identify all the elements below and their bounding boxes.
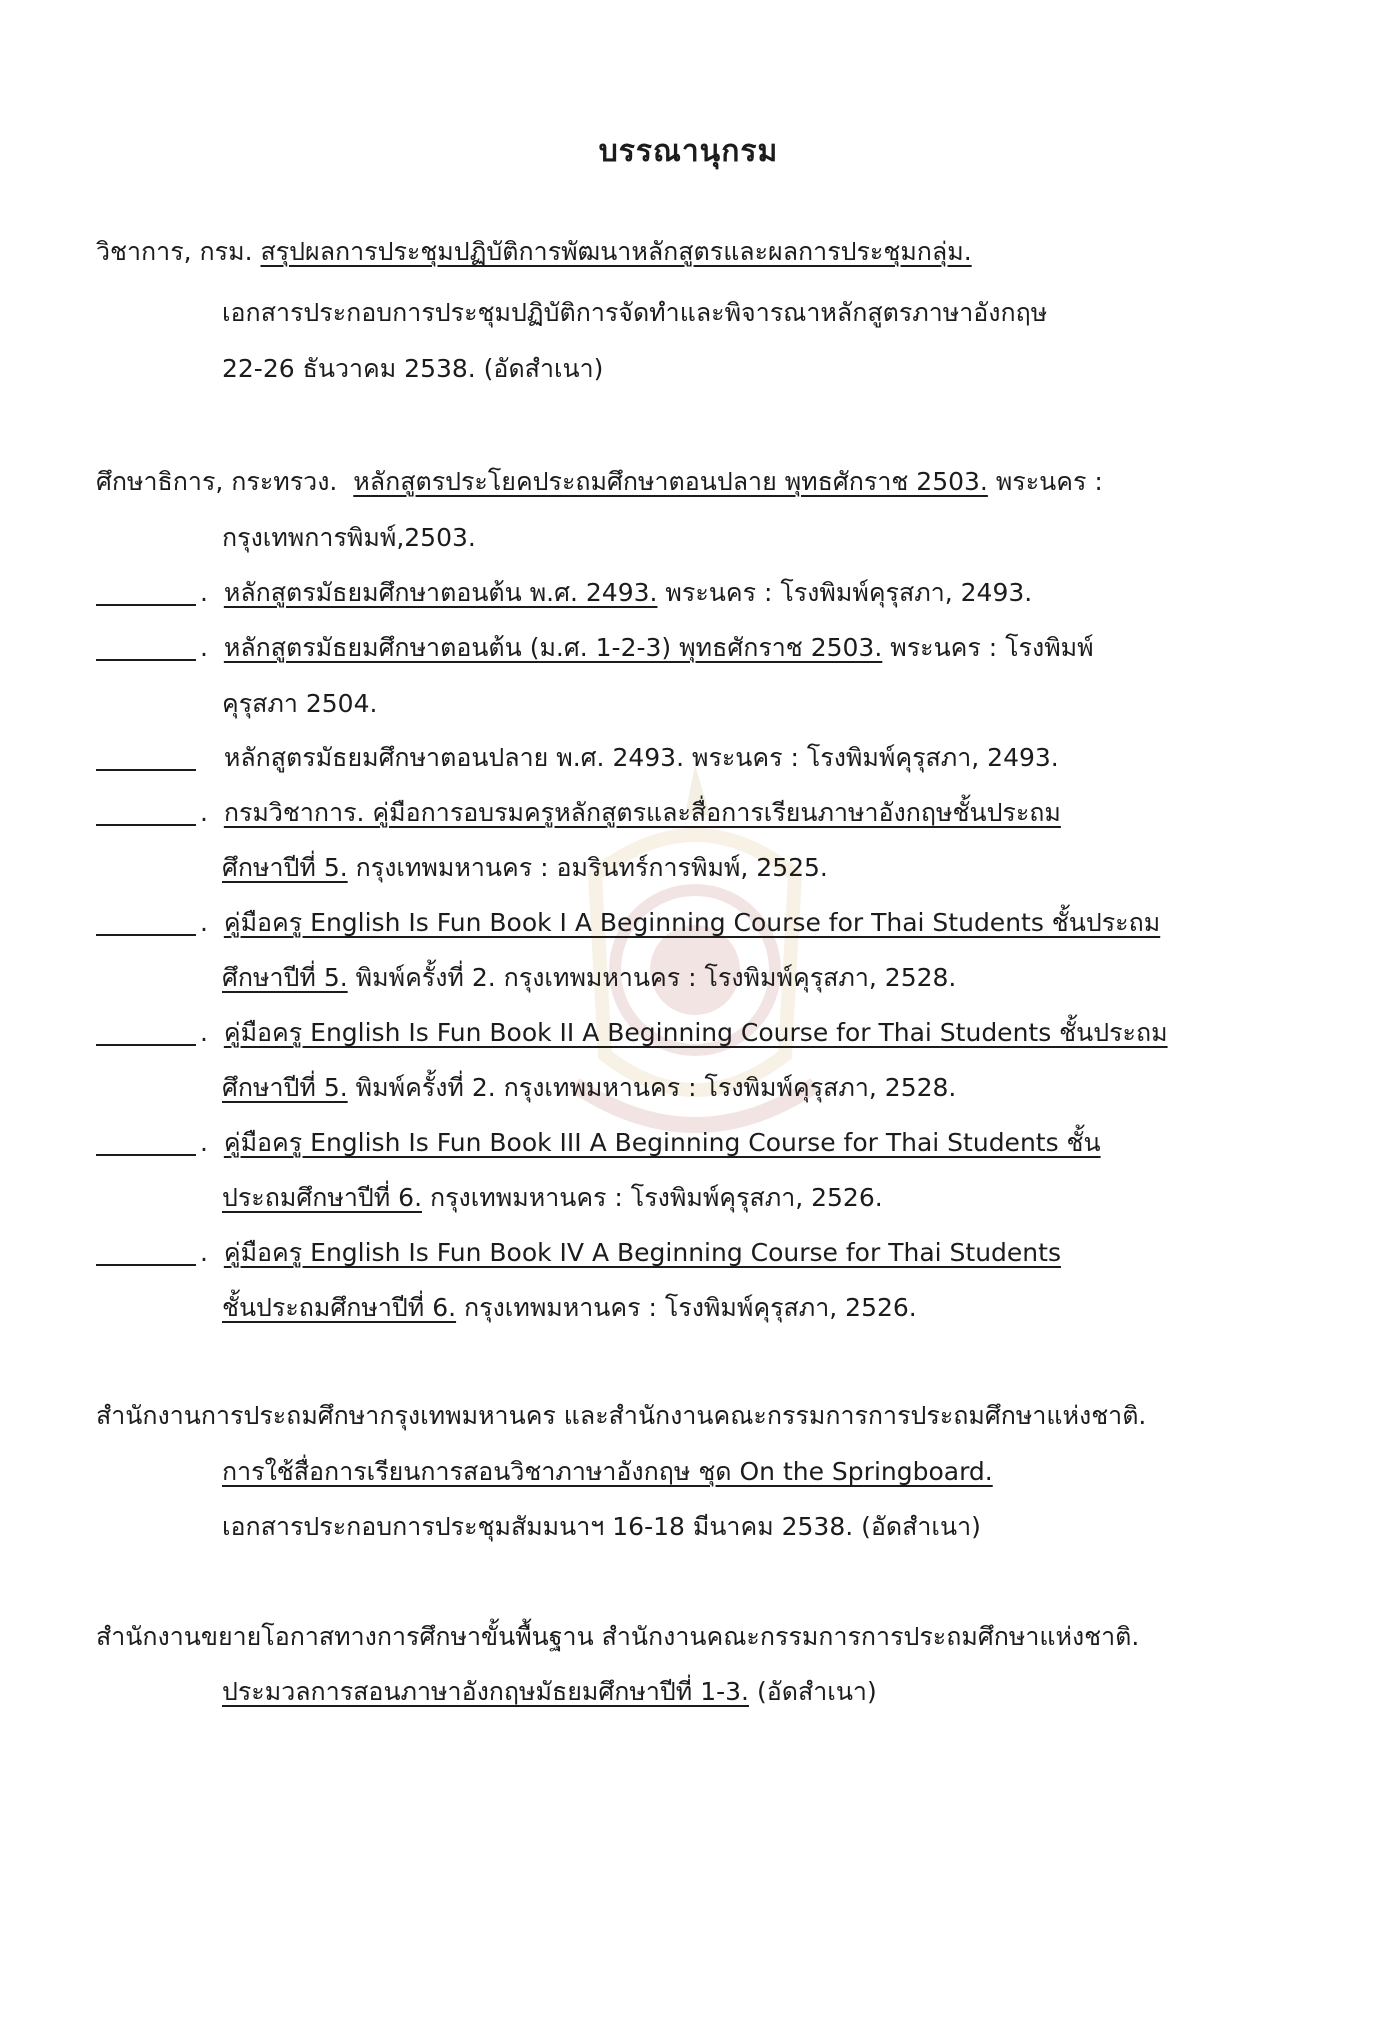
entry-title: ประมวลการสอนภาษาอังกฤษมัธยมศึกษาปีที่ 1-3. xyxy=(222,1677,750,1706)
entry-title: คู่มือครู English Is Fun Book I A Beginning Course for Thai Students ชั้นประถม xyxy=(223,908,1161,937)
entry-publisher: กรุงเทพมหานคร : โรงพิมพ์คุรุสภา, 2526. xyxy=(464,1293,917,1322)
entry-9-line-2 xyxy=(222,1181,883,1215)
entry-title: คู่มือครู English Is Fun Book III A Beginning Course for Thai Students ชั้น xyxy=(223,1128,1101,1157)
entry-11-line-3: เอกสารประกอบการประชุมสัมมนาฯ 16-18 มีนาคม 2538. (อัดสำเนา) xyxy=(222,1512,981,1541)
author-dash xyxy=(96,603,196,606)
entry-title: สรุปผลการประชุมปฏิบัติการพัฒนาหลักสูตรและผลการประชุมกลุ่ม. xyxy=(260,237,972,266)
entry-1-line-2: เอกสารประกอบการประชุมปฏิบัติการจัดทำและพิจารณาหลักสูตรภาษาอังกฤษ xyxy=(222,298,1048,327)
entry-11-line-2 xyxy=(222,1455,993,1489)
entry-title: กรมวิชาการ. คู่มือการอบรมครูหลักสูตรและสื่อการเรียนภาษาอังกฤษชั้นประถม xyxy=(223,798,1061,827)
entry-title: คู่มือครู English Is Fun Book IV A Beginning Course for Thai Students xyxy=(223,1238,1061,1267)
entry-5-line-1 xyxy=(96,741,1059,775)
entry-4-line-2: คุรุสภา 2504. xyxy=(222,689,378,718)
entry-10-line-1: . คู่มือครู English Is Fun Book IV A Beginning Course for Thai Students xyxy=(96,1236,1061,1270)
entry-2-line-2: กรุงเทพการพิมพ์,2503. xyxy=(222,523,476,552)
entry-7-line-2 xyxy=(222,961,956,995)
entry-12-line-2 xyxy=(222,1675,877,1709)
entry-title: หลักสูตรมัธยมศึกษาตอนต้น (ม.ศ. 1-2-3) พุทธศักราช 2503. xyxy=(223,633,883,662)
entry-title-cont: ชั้นประถมศึกษาปีที่ 6. xyxy=(222,1293,457,1322)
entry-publisher: กรุงเทพมหานคร : โรงพิมพ์คุรุสภา, 2526. xyxy=(429,1183,883,1212)
author-dash xyxy=(96,823,196,826)
author-dash xyxy=(96,1043,196,1046)
entry-title-cont: ศึกษาปีที่ 5. xyxy=(222,963,348,992)
entry-title-cont: ประถมศึกษาปีที่ 6. xyxy=(222,1183,423,1212)
entry-publisher: พิมพ์ครั้งที่ 2. กรุงเทพมหานคร : โรงพิมพ์คุรุสภา, 2528. xyxy=(355,1073,957,1102)
entry-title: หลักสูตรมัธยมศึกษาตอนต้น พ.ศ. 2493. xyxy=(223,578,658,607)
entry-7-line-1: . คู่มือครู English Is Fun Book I A Beginning Course for Thai Students ชั้นประถม xyxy=(96,906,1160,940)
entry-author: วิชาการ, กรม. xyxy=(96,237,253,266)
author-dash xyxy=(96,933,196,936)
entry-1-line-3: 22-26 ธันวาคม 2538. (อัดสำเนา) xyxy=(222,354,604,383)
author-dash xyxy=(96,658,196,661)
entry-6-line-1: . กรมวิชาการ. คู่มือการอบรมครูหลักสูตรและสื่อการเรียนภาษาอังกฤษชั้นประถม xyxy=(96,796,1061,830)
entry-note: (อัดสำเนา) xyxy=(756,1677,877,1706)
entry-1-line-1 xyxy=(96,235,972,269)
entry-8-line-2 xyxy=(222,1071,956,1105)
entry-publisher: พระนคร : โรงพิมพ์คุรุสภา, 2493. xyxy=(665,578,1033,607)
entry-author: ศึกษาธิการ, กระทรวง. xyxy=(96,467,338,496)
entry-publisher: พระนคร : โรงพิมพ์ xyxy=(890,633,1094,662)
entry-2-line-1 xyxy=(96,465,1103,499)
author-dash xyxy=(96,1263,196,1266)
entry-publisher: พิมพ์ครั้งที่ 2. กรุงเทพมหานคร : โรงพิมพ์คุรุสภา, 2528. xyxy=(355,963,957,992)
entry-title: การใช้สื่อการเรียนการสอนวิชาภาษาอังกฤษ ชุด On the Springboard. xyxy=(222,1457,993,1486)
entry-4-line-1: . หลักสูตรมัธยมศึกษาตอนต้น (ม.ศ. 1-2-3) พุทธศักราช 2503. พระนคร : โรงพิมพ์ xyxy=(96,631,1094,665)
entry-10-line-2 xyxy=(222,1291,917,1325)
author-dash xyxy=(96,1153,196,1156)
entry-11-line-1: สำนักงานการประถมศึกษากรุงเทพมหานคร และสำนักงานคณะกรรมการการประถมศึกษาแห่งชาติ. xyxy=(96,1401,1147,1430)
author-dash xyxy=(96,768,196,771)
entry-publisher: กรุงเทพมหานคร : อมรินทร์การพิมพ์, 2525. xyxy=(355,853,828,882)
entry-6-line-2 xyxy=(222,851,828,885)
entry-12-line-1: สำนักงานขยายโอกาสทางการศึกษาขั้นพื้นฐาน สำนักงานคณะกรรมการการประถมศึกษาแห่งชาติ. xyxy=(96,1622,1140,1651)
page-title: บรรณานุกรม xyxy=(598,134,779,169)
entry-3-line-1: . หลักสูตรมัธยมศึกษาตอนต้น พ.ศ. 2493. พระนคร : โรงพิมพ์คุรุสภา, 2493. xyxy=(96,576,1032,610)
entry-title: หลักสูตรประโยคประถมศึกษาตอนปลาย พุทธศักราช 2503. xyxy=(353,467,988,496)
entry-publisher: พระนคร : xyxy=(995,467,1103,496)
entry-title: หลักสูตรมัธยมศึกษาตอนปลาย พ.ศ. 2493. พระนคร : โรงพิมพ์คุรุสภา, 2493. xyxy=(223,743,1059,772)
entry-title-cont: ศึกษาปีที่ 5. xyxy=(222,1073,348,1102)
entry-9-line-1: . คู่มือครู English Is Fun Book III A Beginning Course for Thai Students ชั้น xyxy=(96,1126,1101,1160)
entry-title: คู่มือครู English Is Fun Book II A Beginning Course for Thai Students ชั้นประถม xyxy=(223,1018,1168,1047)
entry-8-line-1: . คู่มือครู English Is Fun Book II A Beginning Course for Thai Students ชั้นประถม xyxy=(96,1016,1168,1050)
entry-title-cont: ศึกษาปีที่ 5. xyxy=(222,853,348,882)
